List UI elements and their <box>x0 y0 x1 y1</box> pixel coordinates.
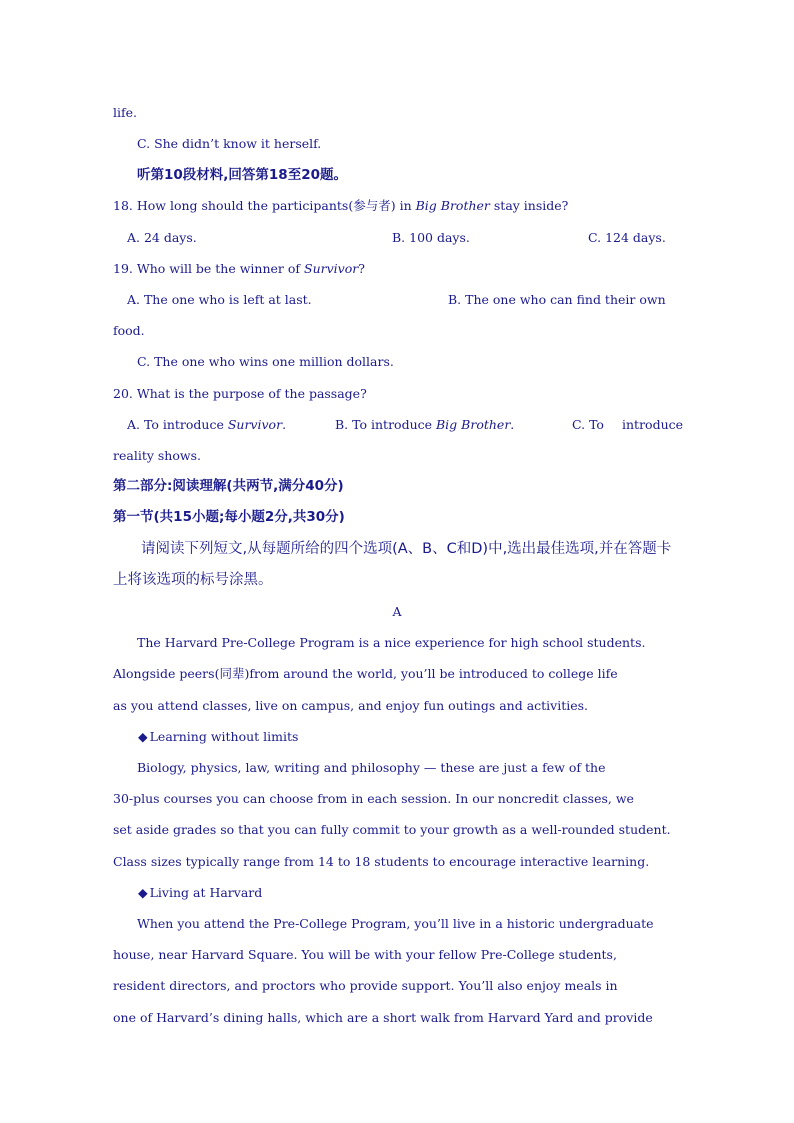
option-c: C. The one who wins one million dollars. <box>137 354 394 369</box>
reading-instruction: 上将该选项的标号涂黑。 <box>113 572 273 588</box>
option-a: A. 24 days. <box>127 230 197 245</box>
paragraph-line: The Harvard Pre-College Program is a nice experience for high school students. <box>137 635 646 650</box>
paragraph-line: house, near Harvard Square. You will be with your fellow Pre-College students, <box>113 947 617 962</box>
section-subheading: 第一节(共15小题;每小题2分,共30分) <box>113 509 345 525</box>
option-c: C. 124 days. <box>588 230 666 245</box>
paragraph-line: Alongside peers(同辈)from around the world, you’ll be introduced to college life <box>113 666 618 681</box>
option-c: C. She didn’t know it herself. <box>137 136 322 151</box>
option-a: A. The one who is left at last. <box>127 292 312 307</box>
diamond-bullet-icon: ◆ <box>138 885 148 900</box>
paragraph-line: one of Harvard’s dining halls, which are a short walk from Harvard Yard and provide <box>113 1010 653 1025</box>
text-line: life. <box>113 105 137 120</box>
option-c: C. To <box>572 417 604 432</box>
subheading-living: ◆ Living at Harvard <box>138 885 263 900</box>
option-b: B. To introduce Big Brother. <box>335 417 515 432</box>
paragraph-line: 30-plus courses you can choose from in each session. In our noncredit classes, we <box>113 791 634 806</box>
paragraph-line: When you attend the Pre-College Program, you’ll live in a historic undergraduate <box>137 916 654 931</box>
text-line: food. <box>113 323 145 338</box>
paragraph-line: Biology, physics, law, writing and philosophy — these are just a few of the <box>137 760 606 775</box>
option-b: B. 100 days. <box>392 230 470 245</box>
question-18: 18. How long should the participants(参与者) in Big Brother stay inside? <box>113 198 569 213</box>
paragraph-line: Class sizes typically range from 14 to 18 students to encourage interactive learning. <box>113 854 650 869</box>
question-20: 20. What is the purpose of the passage? <box>113 386 367 401</box>
option-b: B. The one who can find their own <box>448 292 666 307</box>
option-a: A. To introduce Survivor. <box>127 417 287 432</box>
subheading-learning: ◆ Learning without limits <box>138 729 299 744</box>
reading-instruction: 请阅读下列短文,从每题所给的四个选项(A、B、C和D)中,选出最佳选项,并在答题卡 <box>141 541 672 557</box>
document-page: life. C. She didn’t know it herself. 听第10段材料,回答第18至20题。 18. How long should the participants(参与者) in Big Brother stay inside? A. 24 days. B. 100 days. C. 124 days. 19. Who will be the winner of Survivor? A. The one who is left at last. B. The one who can find their own food. C. The one who wins one million dollars. 20. What is the purpose of the passage? A. To introduce Survivor. B. To introduce Big Brother. C. To introduce reality shows. 第二部分:阅读理解(共两节,满分40分) 第一节(共15小题;每小题2分,共30分) 请阅读下列短文,从每题所给的四个选项(A、B、C和D)中,选出最佳选项,并在答题卡 上将该选项的标号涂黑。 A The Harvard Pre-College Program is a nice experience for high school students. Alongside peers(同辈)from around the world, you’ll be introduced to college life as you attend classes, live on campus, and enjoy fun outings and activities. ◆ Learning without limits Biology, physics, law, writing and philosophy — these are just a few of the 30-plus courses you can choose from in each session. In our noncredit classes, we set aside grades so that you can fully commit to your growth as a well-rounded student. Class sizes typically range from 14 to 18 students to encourage interactive learning. ◆ Living at Harvard When you attend the Pre-College Program, you’ll live in a historic undergraduate house, near Harvard Square. You will be with your fellow Pre-College students, resident directors, and proctors who provide support. You’ll also enjoy meals in one of Harvard’s dining halls, which are a short walk from Harvard Yard and provide <box>0 0 794 1123</box>
question-19: 19. Who will be the winner of Survivor? <box>113 261 365 276</box>
passage-label: A <box>392 604 402 619</box>
paragraph-line: set aside grades so that you can fully commit to your growth as a well-rounded student. <box>113 822 671 837</box>
section-heading: 第二部分:阅读理解(共两节,满分40分) <box>113 478 344 494</box>
paragraph-line: as you attend classes, live on campus, and enjoy fun outings and activities. <box>113 698 589 713</box>
diamond-bullet-icon: ◆ <box>138 729 148 744</box>
paragraph-line: resident directors, and proctors who provide support. You’ll also enjoy meals in <box>113 978 618 993</box>
text-line: reality shows. <box>113 448 201 463</box>
listening-instruction: 听第10段材料,回答第18至20题。 <box>137 167 347 183</box>
